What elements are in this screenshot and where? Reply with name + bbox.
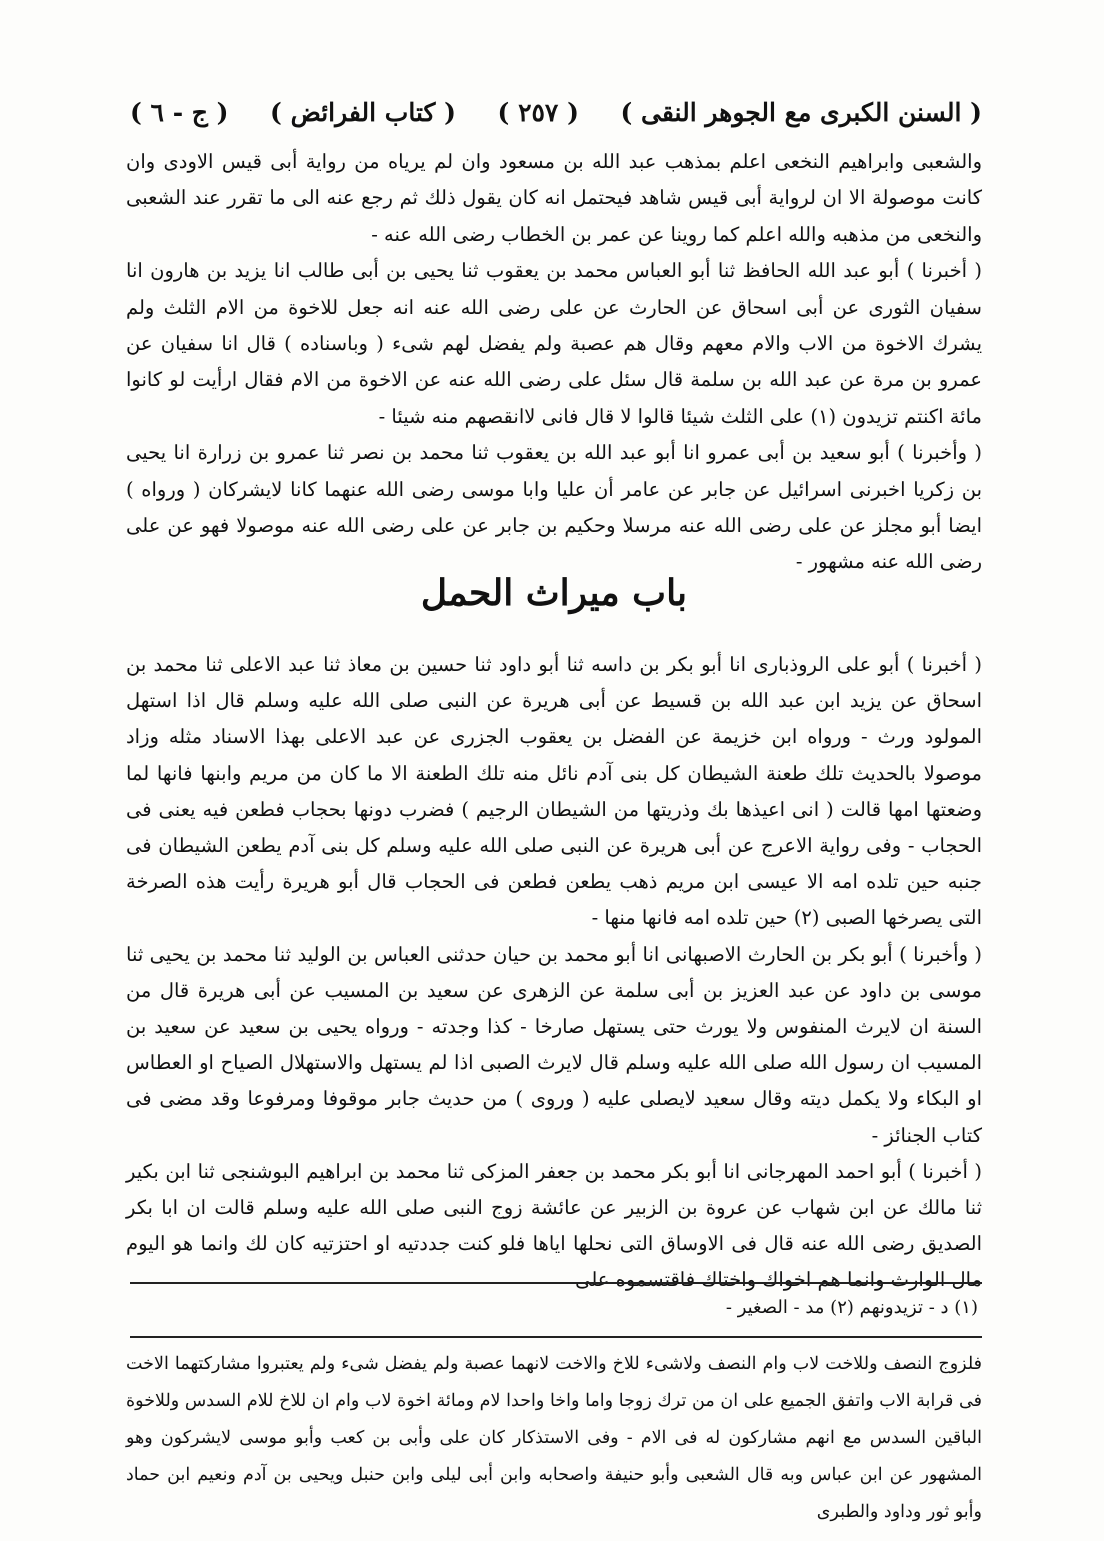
paragraph: والشعبى وابراهيم النخعى اعلم بمذهب عبد الله بن مسعود وان لم يرياه من رواية أبى قيس الاودى وان كانت موصولة الا ان لرواية أبى قيس شاهد فيحتمل انه كان يقول ذلك ثم رجع عنه الى ما تقرر عند الشعبى والنخعى من مذهبه والله اعلم كما روينا عن عمر بن الخطاب رضى الله عنه - bbox=[126, 150, 982, 246]
section-heading: باب ميراث الحمل bbox=[420, 572, 688, 614]
paragraph: ( أخبرنا ) أبو عبد الله الحافظ ثنا أبو العباس محمد بن يعقوب ثنا يحيى بن أبى طالب انا يزيد بن هارون انا سفيان الثورى عن أبى اسحاق عن الحارث عن على رضى الله عنه انه جعل للاخوة من الام الثلث ولم يشرك الاخوة من الاب والام معهم وقال هم عصبة ولم يفضل لهم شىء ( وباسناده ) قال انا سفيان عن عمرو بن مرة عن عبد الله بن سلمة قال سئل على رضى الله عنه عن الاخوة من الام فقال ارأيت لو كانوا مائة اكنتم تزيدون (١) على الثلث شيئا قالوا لا قال فانى لاانقصهم منه شيئا - bbox=[126, 259, 982, 428]
volume-number: ( ج - ٦ ) bbox=[130, 97, 229, 127]
page-number: ( ٢٥٧ ) bbox=[497, 97, 579, 127]
paragraph: ( وأخبرنا ) أبو بكر بن الحارث الاصبهانى انا أبو محمد بن حيان حدثنى العباس بن الوليد ثنا محمد بن يحيى ثنا موسى بن داود عن عبد العزيز بن أبى سلمة عن الزهرى عن سعيد بن المسيب عن أبى هريرة قال من السنة ان لايرث المنفوس ولا يورث حتى يستهل صارخا - كذا وجدته - ورواه يحيى بن سعيد عن سعيد بن المسيب ان رسول الله صلى الله عليه وسلم قال لايرث الصبى اذا لم يستهل والاستهلال الصياح او العطاس او البكاء ولا يكمل ديته وقال سعيد لايصلى عليه ( وروى ) من حديث جابر موقوفا ومرفوعا وقد مضى فى كتاب الجنائز - bbox=[126, 942, 982, 1147]
running-header bbox=[130, 92, 982, 132]
paragraph: ( وأخبرنا ) أبو سعيد بن أبى عمرو انا أبو عبد الله بن يعقوب ثنا محمد بن نصر ثنا عمرو بن زرارة انا يحيى بن زكريا اخبرنى اسرائيل عن جابر عن عامر أن عليا وابا موسى رضى الله عنهما كانا لايشركان ( ورواه ) ايضا أبو مجلز عن على رضى الله عنه مرسلا وحكيم بن جابر عن على رضى الله عنه موصولا فهو عن على رضى الله عنه مشهور - bbox=[126, 441, 982, 574]
commentary-paragraph: فلزوج النصف وللاخت لاب وام النصف ولاشىء للاخ والاخت لانهما عصبة ولم يفضل شىء ولم يعتبروا مشاركتهما الاخت فى قرابة الاب واتفق الجميع على ان من ترك زوجا واما واخا واحدا لام ومائة اخوة لاب وام ان للاخ للام السدس وللاخوة الباقين السدس مع انهم مشاركون له فى الام - وفى الاستذكار كان على وأبى بن كعب وأبو موسى لايشركون وهو المشهور عن ابن عباس وبه قال الشعبى وأبو حنيفة واصحابه وابن أبى ليلى وابن حنبل ويحيى بن آدم ونعيم ابن حماد وأبو ثور وداود والطبرى bbox=[126, 1354, 982, 1522]
footnote-divider bbox=[130, 1282, 982, 1284]
chapter-title: ( كتاب الفرائض ) bbox=[270, 97, 456, 127]
footnote: (١) د - تزيدونهم (٢) مد - الصغير - bbox=[725, 1297, 978, 1318]
commentary-divider bbox=[130, 1336, 982, 1338]
paragraph: ( أخبرنا ) أبو احمد المهرجانى انا أبو بكر محمد بن جعفر المزكى ثنا محمد بن ابراهيم البوشنجى ثنا ابن بكير ثنا مالك عن ابن شهاب عن عروة بن الزبير عن عائشة زوج النبى صلى الله عليه وسلم قالت ان ابا بكر الصديق رضى الله عنه قال فى الاوساق التى نحلها اياها فلو كنت جددتيه او احتزتيه كان لك وانما هو اليوم مال الوارث وانما هم اخواك واختاك فاقتسموه على bbox=[126, 1159, 982, 1292]
book-title: ( السنن الكبرى مع الجوهر النقى ) bbox=[620, 97, 982, 127]
paragraph: ( أخبرنا ) أبو على الروذبارى انا أبو بكر بن داسه ثنا أبو داود ثنا حسين بن معاذ ثنا عبد الاعلى ثنا محمد بن اسحاق عن يزيد ابن عبد الله بن قسيط عن أبى هريرة عن النبى صلى الله عليه وسلم قال اذا استهل المولود ورث - ورواه ابن خزيمة عن الفضل بن يعقوب الجزرى عن عبد الاعلى بهذا الاسناد مثله وزاد موصولا بالحديث تلك طعنة الشيطان كل بنى آدم نائل منه تلك الطعنة الا ما كان من مريم وابنها فانها لما وضعتها امها قالت ( انى اعيذها بك وذريتها من الشيطان الرجيم ) فضرب دونها بحجاب فطعن فيه يعنى فى الحجاب - وفى رواية الاعرج عن أبى هريرة عن النبى صلى الله عليه وسلم كل بنى آدم يطعن الشيطان فى جنبه حين تلده امه الا عيسى ابن مريم ذهب يطعن فطعن فى الحجاب قال أبو هريرة رأيت هذه الصرخة التى يصرخها الصبى (٢) حين تلده امه فانها منها - bbox=[126, 653, 983, 930]
main-text-top bbox=[126, 144, 982, 581]
jawhar-commentary bbox=[126, 1346, 982, 1531]
main-text-bottom bbox=[126, 647, 982, 1299]
